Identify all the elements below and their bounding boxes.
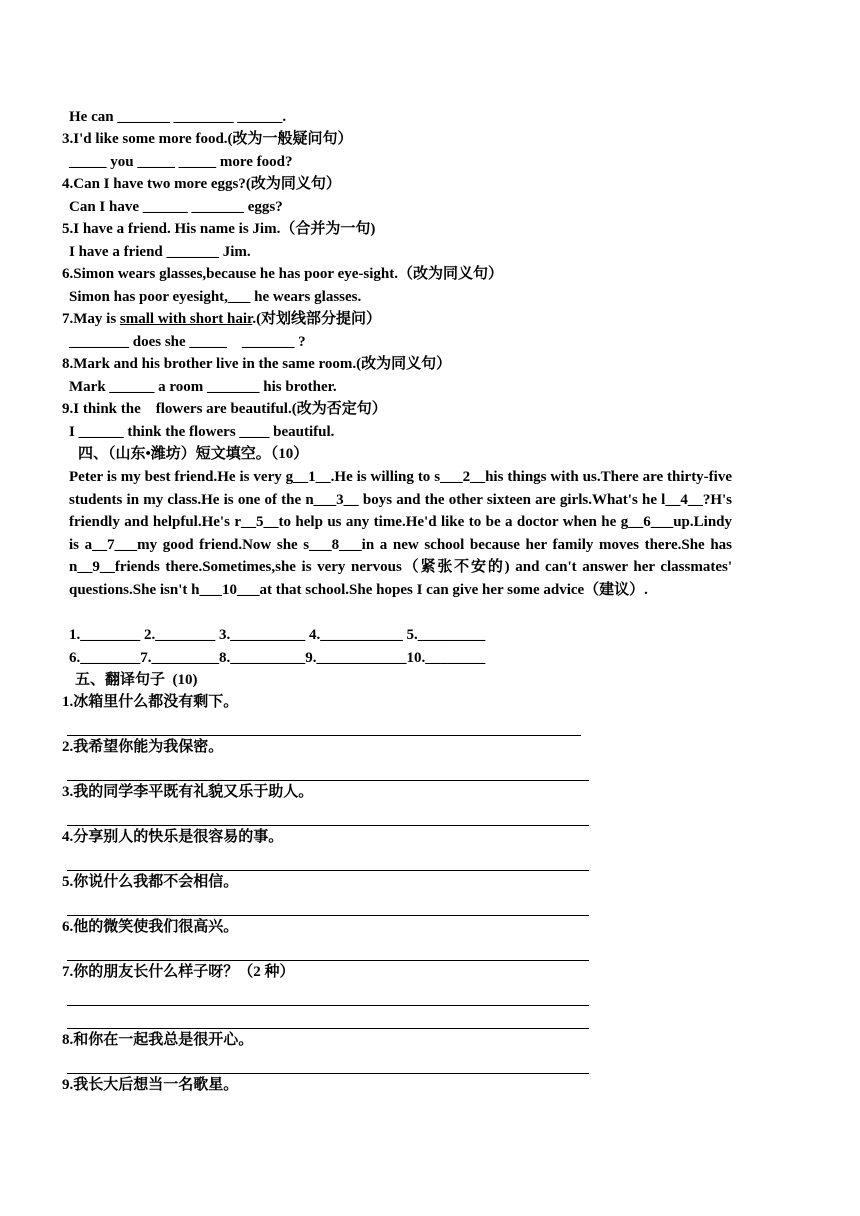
q7-prefix: 7.May is xyxy=(62,311,120,327)
q2-answer-line: He can _______ ________ ______. xyxy=(69,109,287,125)
cloze-passage: Peter is my best friend.He is very g__1__.He is willing to s___2__his things with us.There are thirty-five students in my class.He is one of the n___3__ boys and the other sixteen are girls.What's he l__4__?H's friendly and helpful.He's r__5__to help us any time.He'd like to be a doctor when he g__6___up.Lindy is a__7___my good friend.Now she s___8___in a new school because her family moves there.She has n__9__friends there.Sometimes,she is very nervous（紧张不安的) and can't answer her classmates' questions.She isn't h___10___at that school.She hopes I can give her some advice（建议）. xyxy=(69,469,732,598)
translation-item-7: 7.你的朋友长什么样子呀？（2 种） xyxy=(62,964,295,980)
answer-line-6 xyxy=(67,960,589,961)
q6-answer-line: Simon has poor eyesight,___ he wears glasses. xyxy=(69,289,362,305)
q5-answer-line: I have a friend _______ Jim. xyxy=(69,244,251,260)
q4-answer-line: Can I have ______ _______ eggs? xyxy=(69,199,283,215)
translation-item-9: 9.我长大后想当一名歌星。 xyxy=(62,1077,239,1093)
q3-question: 3.I'd like some more food.(改为一般疑问句） xyxy=(62,131,353,147)
q8-question: 8.Mark and his brother live in the same room.(改为同义句） xyxy=(62,356,452,372)
q6-question: 6.Simon wears glasses,because he has poor eye-sight.（改为同义句） xyxy=(62,266,503,282)
q5-question: 5.I have a friend. His name is Jim.（合并为一句) xyxy=(62,221,376,237)
cloze-answers-row-2: 6.________7._________8.__________9.____________10.________ xyxy=(69,650,486,666)
q7-suffix: .(对划线部分提问） xyxy=(252,311,382,327)
translation-item-6: 6.他的微笑使我们很高兴。 xyxy=(62,919,239,935)
q7-underlined-phrase: small with short hair xyxy=(119,311,253,327)
answer-line-1 xyxy=(67,735,581,736)
translation-item-4: 4.分享别人的快乐是很容易的事。 xyxy=(62,829,284,845)
translation-item-5: 5.你说什么我都不会相信。 xyxy=(62,874,239,890)
answer-line-8 xyxy=(67,1073,589,1074)
translation-item-2: 2.我希望你能为我保密。 xyxy=(62,739,224,755)
translation-item-8: 8.和你在一起我总是很开心。 xyxy=(62,1032,254,1048)
answer-line-2 xyxy=(67,780,589,781)
q4-question: 4.Can I have two more eggs?(改为同义句） xyxy=(62,176,341,192)
answer-line-3 xyxy=(67,825,589,826)
answer-line-4 xyxy=(67,870,589,871)
q9-question: 9.I think the flowers are beautiful.(改为否定句） xyxy=(62,401,387,417)
answer-line-7b xyxy=(67,1028,589,1029)
translation-item-1: 1.冰箱里什么都没有剩下。 xyxy=(62,694,239,710)
answer-line-7a xyxy=(67,1005,589,1006)
q9-answer-line: I ______ think the flowers ____ beautiful. xyxy=(69,424,335,440)
section-four-heading: 四、（山东•潍坊）短文填空。（10） xyxy=(78,446,309,462)
q7-answer-line: ________ does she _____ _______ ? xyxy=(69,334,306,350)
q7-question xyxy=(62,309,381,329)
q3-answer-line: _____ you _____ _____ more food? xyxy=(69,154,293,170)
translation-item-3: 3.我的同学李平既有礼貌又乐于助人。 xyxy=(62,784,314,800)
q8-answer-line: Mark ______ a room _______ his brother. xyxy=(69,379,337,395)
section-five-heading: 五、翻译句子 (10) xyxy=(75,672,198,688)
answer-line-5 xyxy=(67,915,589,916)
cloze-answers-row-1: 1.________ 2.________ 3.__________ 4.___________ 5._________ xyxy=(69,627,486,643)
